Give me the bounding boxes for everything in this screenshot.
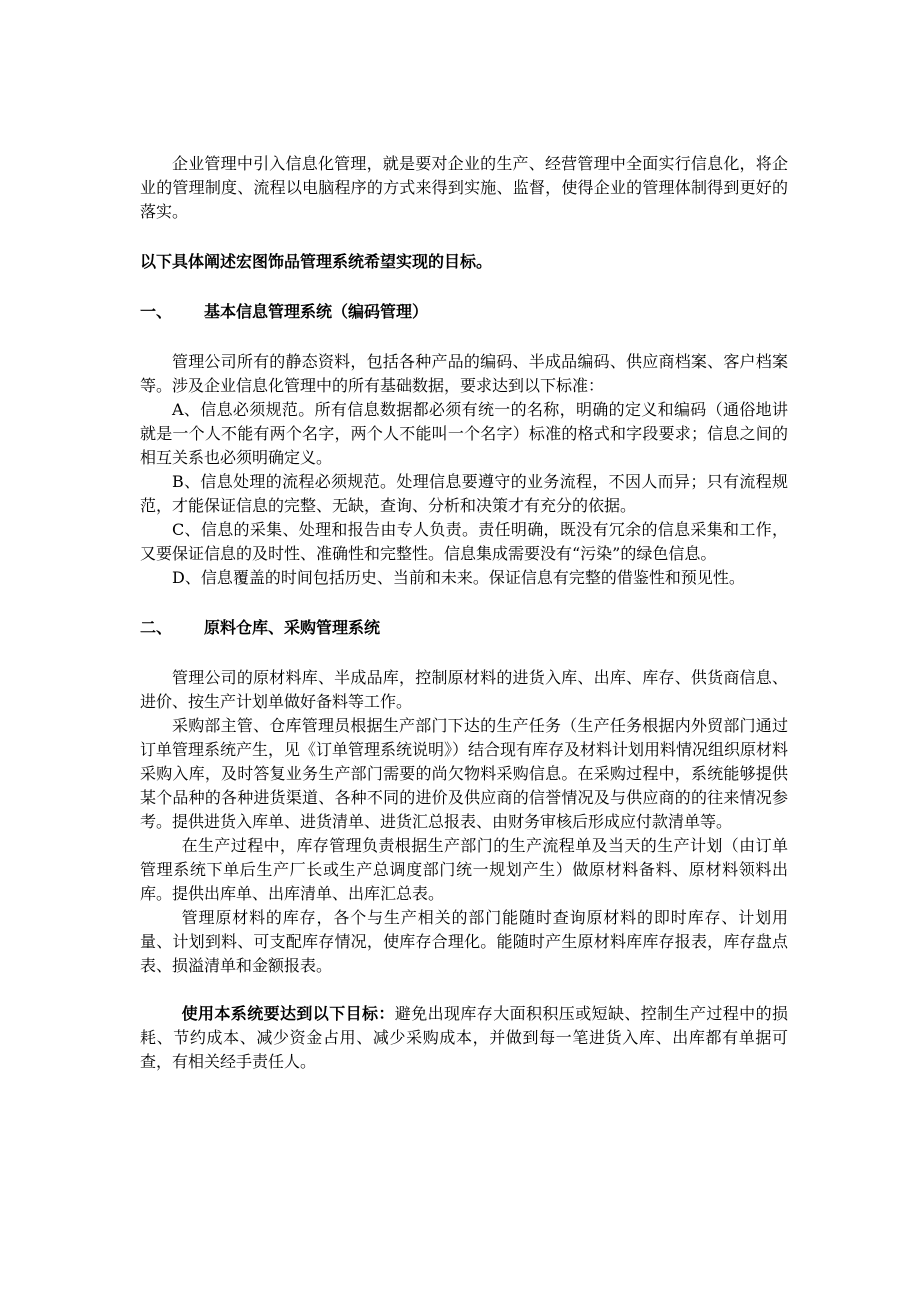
section2-heading xyxy=(140,616,788,640)
section2-paragraph-4: 管理原材料的库存，各个与生产相关的部门能随时查询原材料的即时库存、计划用量、计划到料、可支配库存情况，使库存合理化。能随时产生原材料库库存报表，库存盘点表、损溢清单和金额报表。 xyxy=(140,908,788,975)
section1-item-c: C、信息的采集、处理和报告由专人负责。责任明确，既没有冗余的信息采集和工作，又要保证信息的及时性、准确性和完整性。信息集成需要没有“污染”的绿色信息。 xyxy=(140,520,788,563)
intro-paragraph: 企业管理中引入信息化管理，就是要对企业的生产、经营管理中全面实行信息化，将企业的管理制度、流程以电脑程序的方式来得到实施、监督，使得企业的管理体制得到更好的落实。 xyxy=(140,154,788,221)
section1-title: 基本信息管理系统（编码管理） xyxy=(204,302,429,321)
section2-target-lead: 使用本系统要达到以下目标： xyxy=(181,1004,395,1023)
section1-number: 一、 xyxy=(140,302,173,321)
section2-paragraph-3: 在生产过程中，库存管理负责根据生产部门的生产流程单及当天的生产计划（由订单管理系统下单后生产厂长或生产总调度部门统一规划产生）做原材料备料、原材料领料出库。提供出库单、出库清单、出库汇总表。 xyxy=(140,836,788,903)
section2-title: 原料仓库、采购管理系统 xyxy=(204,618,381,637)
section2-target-paragraph xyxy=(140,1002,788,1074)
section1-item-d: D、信息覆盖的时间包括历史、当前和未来。保证信息有完整的借鉴性和预见性。 xyxy=(172,568,745,587)
section2-paragraph-1: 管理公司的原材料库、半成品库，控制原材料的进货入库、出库、库存、供货商信息、进价、按生产计划单做好备料等工作。 xyxy=(140,668,788,711)
goal-heading: 以下具体阐述宏图饰品管理系统希望实现的目标。 xyxy=(140,252,493,271)
section1-lead: 管理公司所有的静态资料，包括各种产品的编码、半成品编码、供应商档案、客户档案等。涉及企业信息化管理中的所有基础数据，要求达到以下标准： xyxy=(140,352,788,395)
section2-target-text: 避免出现库存大面积积压或短缺、控制生产过程中的损耗、节约成本、减少资金占用、减少采购成本，并做到每一笔进货入库、出库都有单据可查，有相关经手责任人。 xyxy=(140,1004,788,1071)
section1-item-b: B、信息处理的流程必须规范。处理信息要遵守的业务流程，不因人而异；只有流程规范，才能保证信息的完整、无缺，查询、分析和决策才有充分的依据。 xyxy=(140,472,788,515)
section2-number: 二、 xyxy=(140,618,173,637)
section2-paragraph-2: 采购部主管、仓库管理员根据生产部门下达的生产任务（生产任务根据内外贸部门通过订单管理系统产生，见《订单管理系统说明》）结合现有库存及材料计划用料情况组织原材料采购入库，及时答复业务生产部门需要的尚欠物料采购信息。在采购过程中，系统能够提供某个品种的各种进货渠道、各种不同的进价及供应商的信誉情况及与供应商的的往来情况参考。提供进货入库单、进货清单、进货汇总报表、由财务审核后形成应付款清单等。 xyxy=(140,716,789,831)
section1-heading xyxy=(140,300,788,324)
document-page xyxy=(140,152,788,1074)
section1-item-a: A、信息必须规范。所有信息数据都必须有统一的名称，明确的定义和编码（通俗地讲就是一个人不能有两个名字，两个人不能叫一个名字）标准的格式和字段要求；信息之间的相互关系也必须明确定义。 xyxy=(140,400,788,467)
